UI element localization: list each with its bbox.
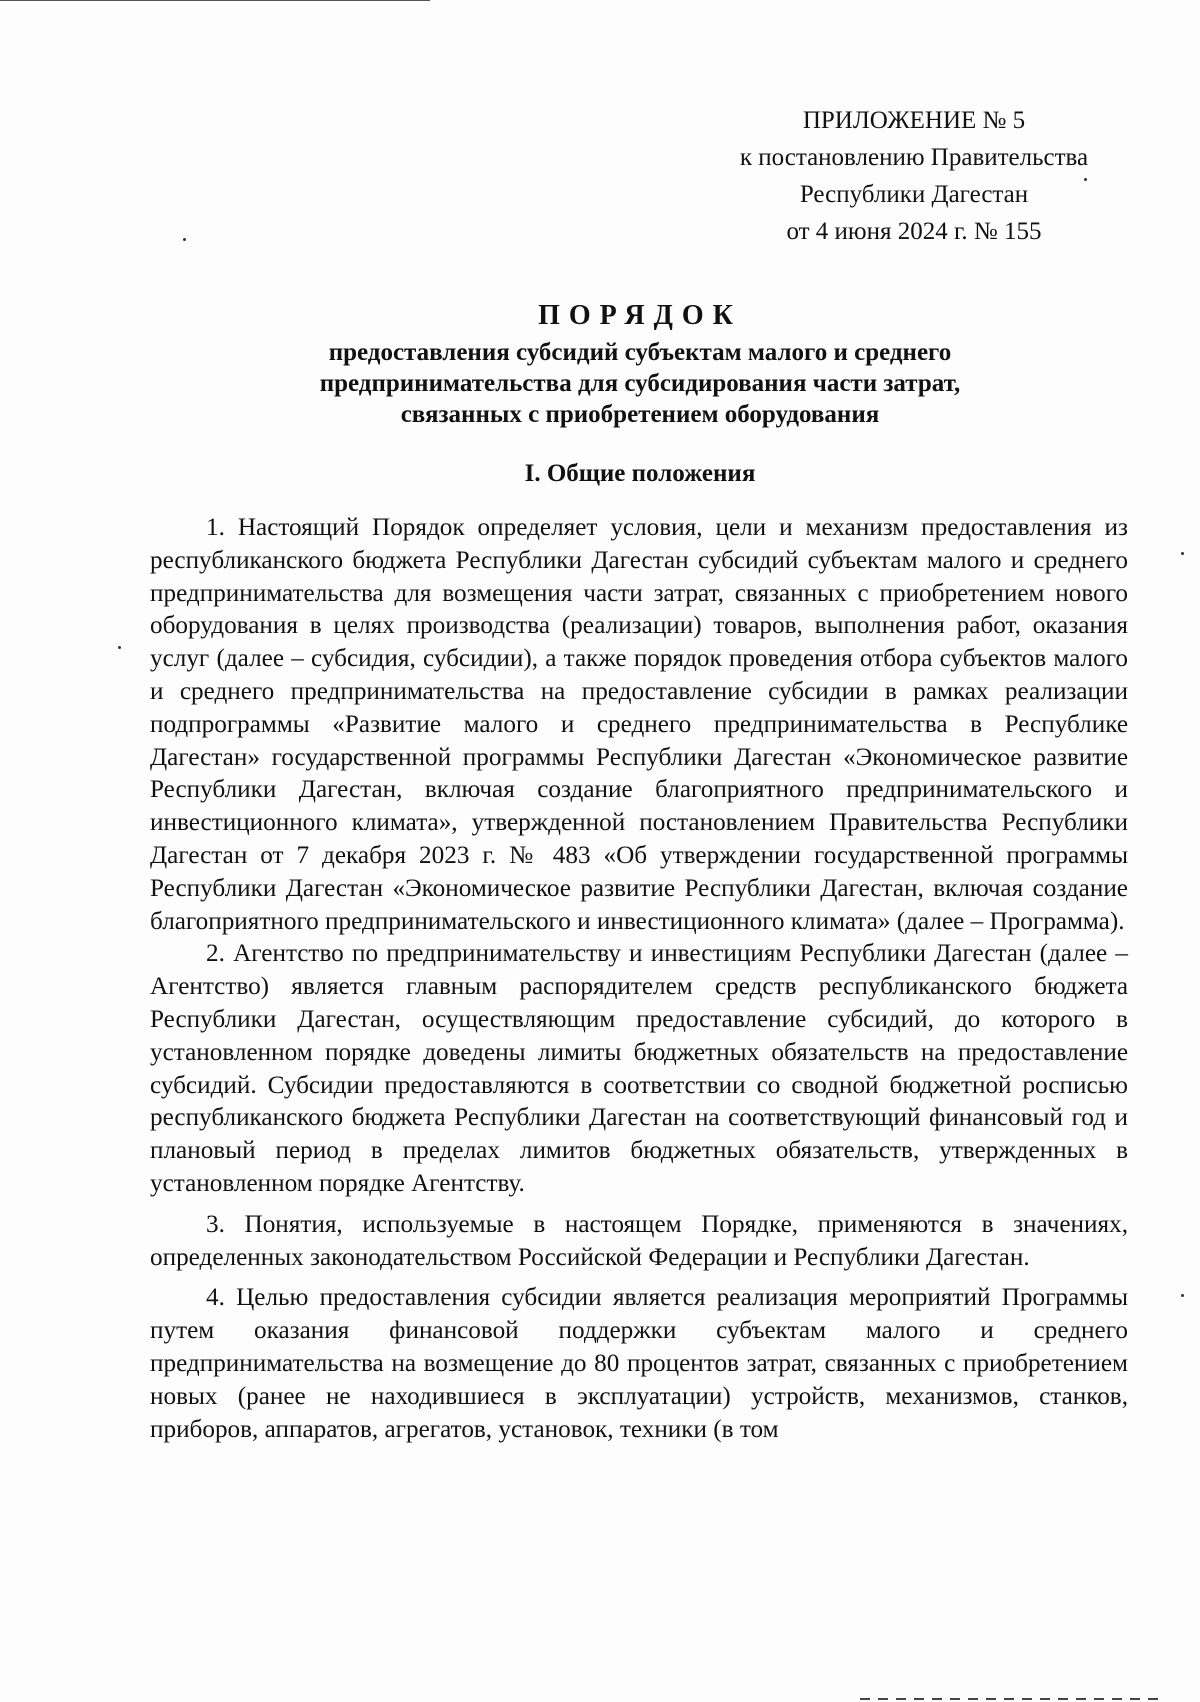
- paragraph-4: 4. Целью предоставления субсидии является реализация мероприятий Программы путем оказания финансовой поддержки субъектам малого и среднего предпринимательства на возмещение до 80 процентов затрат, связанных с приобретением новых (ранее не находившиеся в эксплуатации) устройств, механизмов, станков, приборов, аппаратов, агрегатов, установок, техники (в том: [150, 1284, 1128, 1443]
- appendix-region: Республики Дагестан: [799, 181, 1029, 208]
- scan-edge-line: [0, 0, 430, 1]
- scan-speck: [118, 646, 121, 649]
- appendix-decree: к постановлению Правительства: [739, 144, 1089, 171]
- scan-edge-line: [860, 1698, 1160, 1700]
- scan-speck: [183, 238, 186, 241]
- appendix-date: от 4 июня 2024 г. № 155: [786, 218, 1042, 245]
- section-heading: I. Общие положения: [524, 460, 756, 487]
- document-body: [150, 512, 1128, 1446]
- document-title-block: [150, 300, 1130, 430]
- paragraph-2: 2. Агентство по предпринимательству и инвестициям Республики Дагестан (далее – Агентство) является главным распорядителем средств республиканского бюджета Республики Дагестан, осуществляющим предоставление субсидий, до которого в установленном порядке доведены лимиты бюджетных обязательств на предоставление субсидий. Субсидии предоставляются в соответствии со сводной бюджетной росписью республиканского бюджета Республики Дагестан на соответствующий финансовый год и плановый период в пределах лимитов бюджетных обязательств, утвержденных в установленном порядке Агентству.: [150, 940, 1128, 1197]
- scan-speck: [1181, 552, 1184, 555]
- paragraph-3: 3. Понятия, используемые в настоящем Порядке, применяются в значениях, определенных законодательством Российской Федерации и Республики Дагестан.: [150, 1210, 1128, 1271]
- appendix-number: ПРИЛОЖЕНИЕ № 5: [802, 107, 1026, 134]
- document-subtitle-line: предоставления субсидий субъектам малого и среднего: [328, 339, 952, 366]
- document-title: ПОРЯДОК: [538, 300, 742, 331]
- document-subtitle-line: предпринимательства для субсидирования части затрат,: [319, 370, 961, 397]
- paragraph-1: 1. Настоящий Порядок определяет условия, цели и механизм предоставления из республиканского бюджета Республики Дагестан субсидий субъектам малого и среднего предпринимательства для возмещения части затрат, связанных с приобретением нового оборудования в целях производства (реализации) товаров, выполнения работ, оказания услуг (далее – субсидия, субсидии), а также порядок проведения отбора субъектов малого и среднего предпринимательства на предоставление субсидии в рамках реализации подпрограммы «Развитие малого и среднего предпринимательства в Республике Дагестан» государственной программы Республики Дагестан «Экономическое развитие Республики Дагестан, включая создание благоприятного предпринимательского и инвестиционного климата», утвержденной постановлением Правительства Республики Дагестан от 7 декабря 2023 г. № 483 «Об утверждении государственной программы Республики Дагестан «Экономическое развитие Республики Дагестан, включая создание благоприятного предпринимательского и инвестиционного климата» (далее – Программа).: [150, 514, 1128, 935]
- appendix-block: [704, 102, 1124, 250]
- scan-speck: [1181, 1294, 1184, 1297]
- document-subtitle-line: связанных с приобретением оборудования: [400, 401, 880, 428]
